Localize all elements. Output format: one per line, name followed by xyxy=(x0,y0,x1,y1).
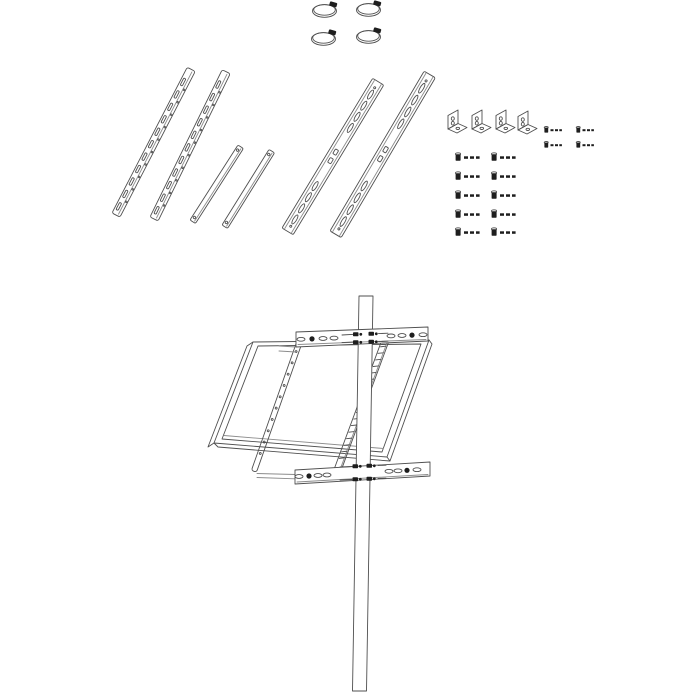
large-bolt xyxy=(455,153,479,161)
large-bolt xyxy=(491,153,515,161)
wide-mounting-rail xyxy=(330,71,435,237)
large-bolt xyxy=(455,191,479,199)
long-slotted-rails xyxy=(112,67,230,221)
large-bolt xyxy=(455,228,479,236)
panel-rail-holes xyxy=(251,341,302,472)
hose-clamp xyxy=(313,1,338,17)
large-bolt xyxy=(491,172,515,180)
small-bolt xyxy=(576,142,594,148)
l-bracket xyxy=(518,111,537,134)
large-bolt xyxy=(455,172,479,180)
wide-mounting-rails xyxy=(282,71,435,237)
small-bolts xyxy=(544,127,594,148)
small-bolt xyxy=(576,127,594,133)
large-bolt xyxy=(455,210,479,218)
assembly-view xyxy=(208,296,432,691)
wide-mounting-rail xyxy=(282,78,384,234)
large-bolt xyxy=(491,210,515,218)
l-bracket xyxy=(448,110,467,133)
hose-clamps xyxy=(312,0,382,45)
parts-overview xyxy=(112,0,594,237)
l-brackets xyxy=(448,110,537,134)
large-bolt xyxy=(491,191,515,199)
long-slotted-rail xyxy=(112,67,195,217)
support-bars xyxy=(190,145,275,228)
hose-clamp xyxy=(357,27,382,43)
small-bolt xyxy=(544,142,562,148)
small-bolt xyxy=(544,127,562,133)
large-bolts xyxy=(455,153,515,236)
solar-panel xyxy=(208,340,432,461)
large-bolt xyxy=(491,228,515,236)
l-bracket xyxy=(472,110,491,133)
support-bar xyxy=(222,149,275,228)
l-bracket xyxy=(496,110,515,133)
mounting-pole xyxy=(353,296,374,691)
top-cross-rail xyxy=(279,327,428,352)
long-slotted-rail xyxy=(150,70,230,221)
hose-clamp xyxy=(312,29,337,45)
hose-clamp xyxy=(357,0,382,16)
bottom-cross-rail xyxy=(257,462,430,484)
